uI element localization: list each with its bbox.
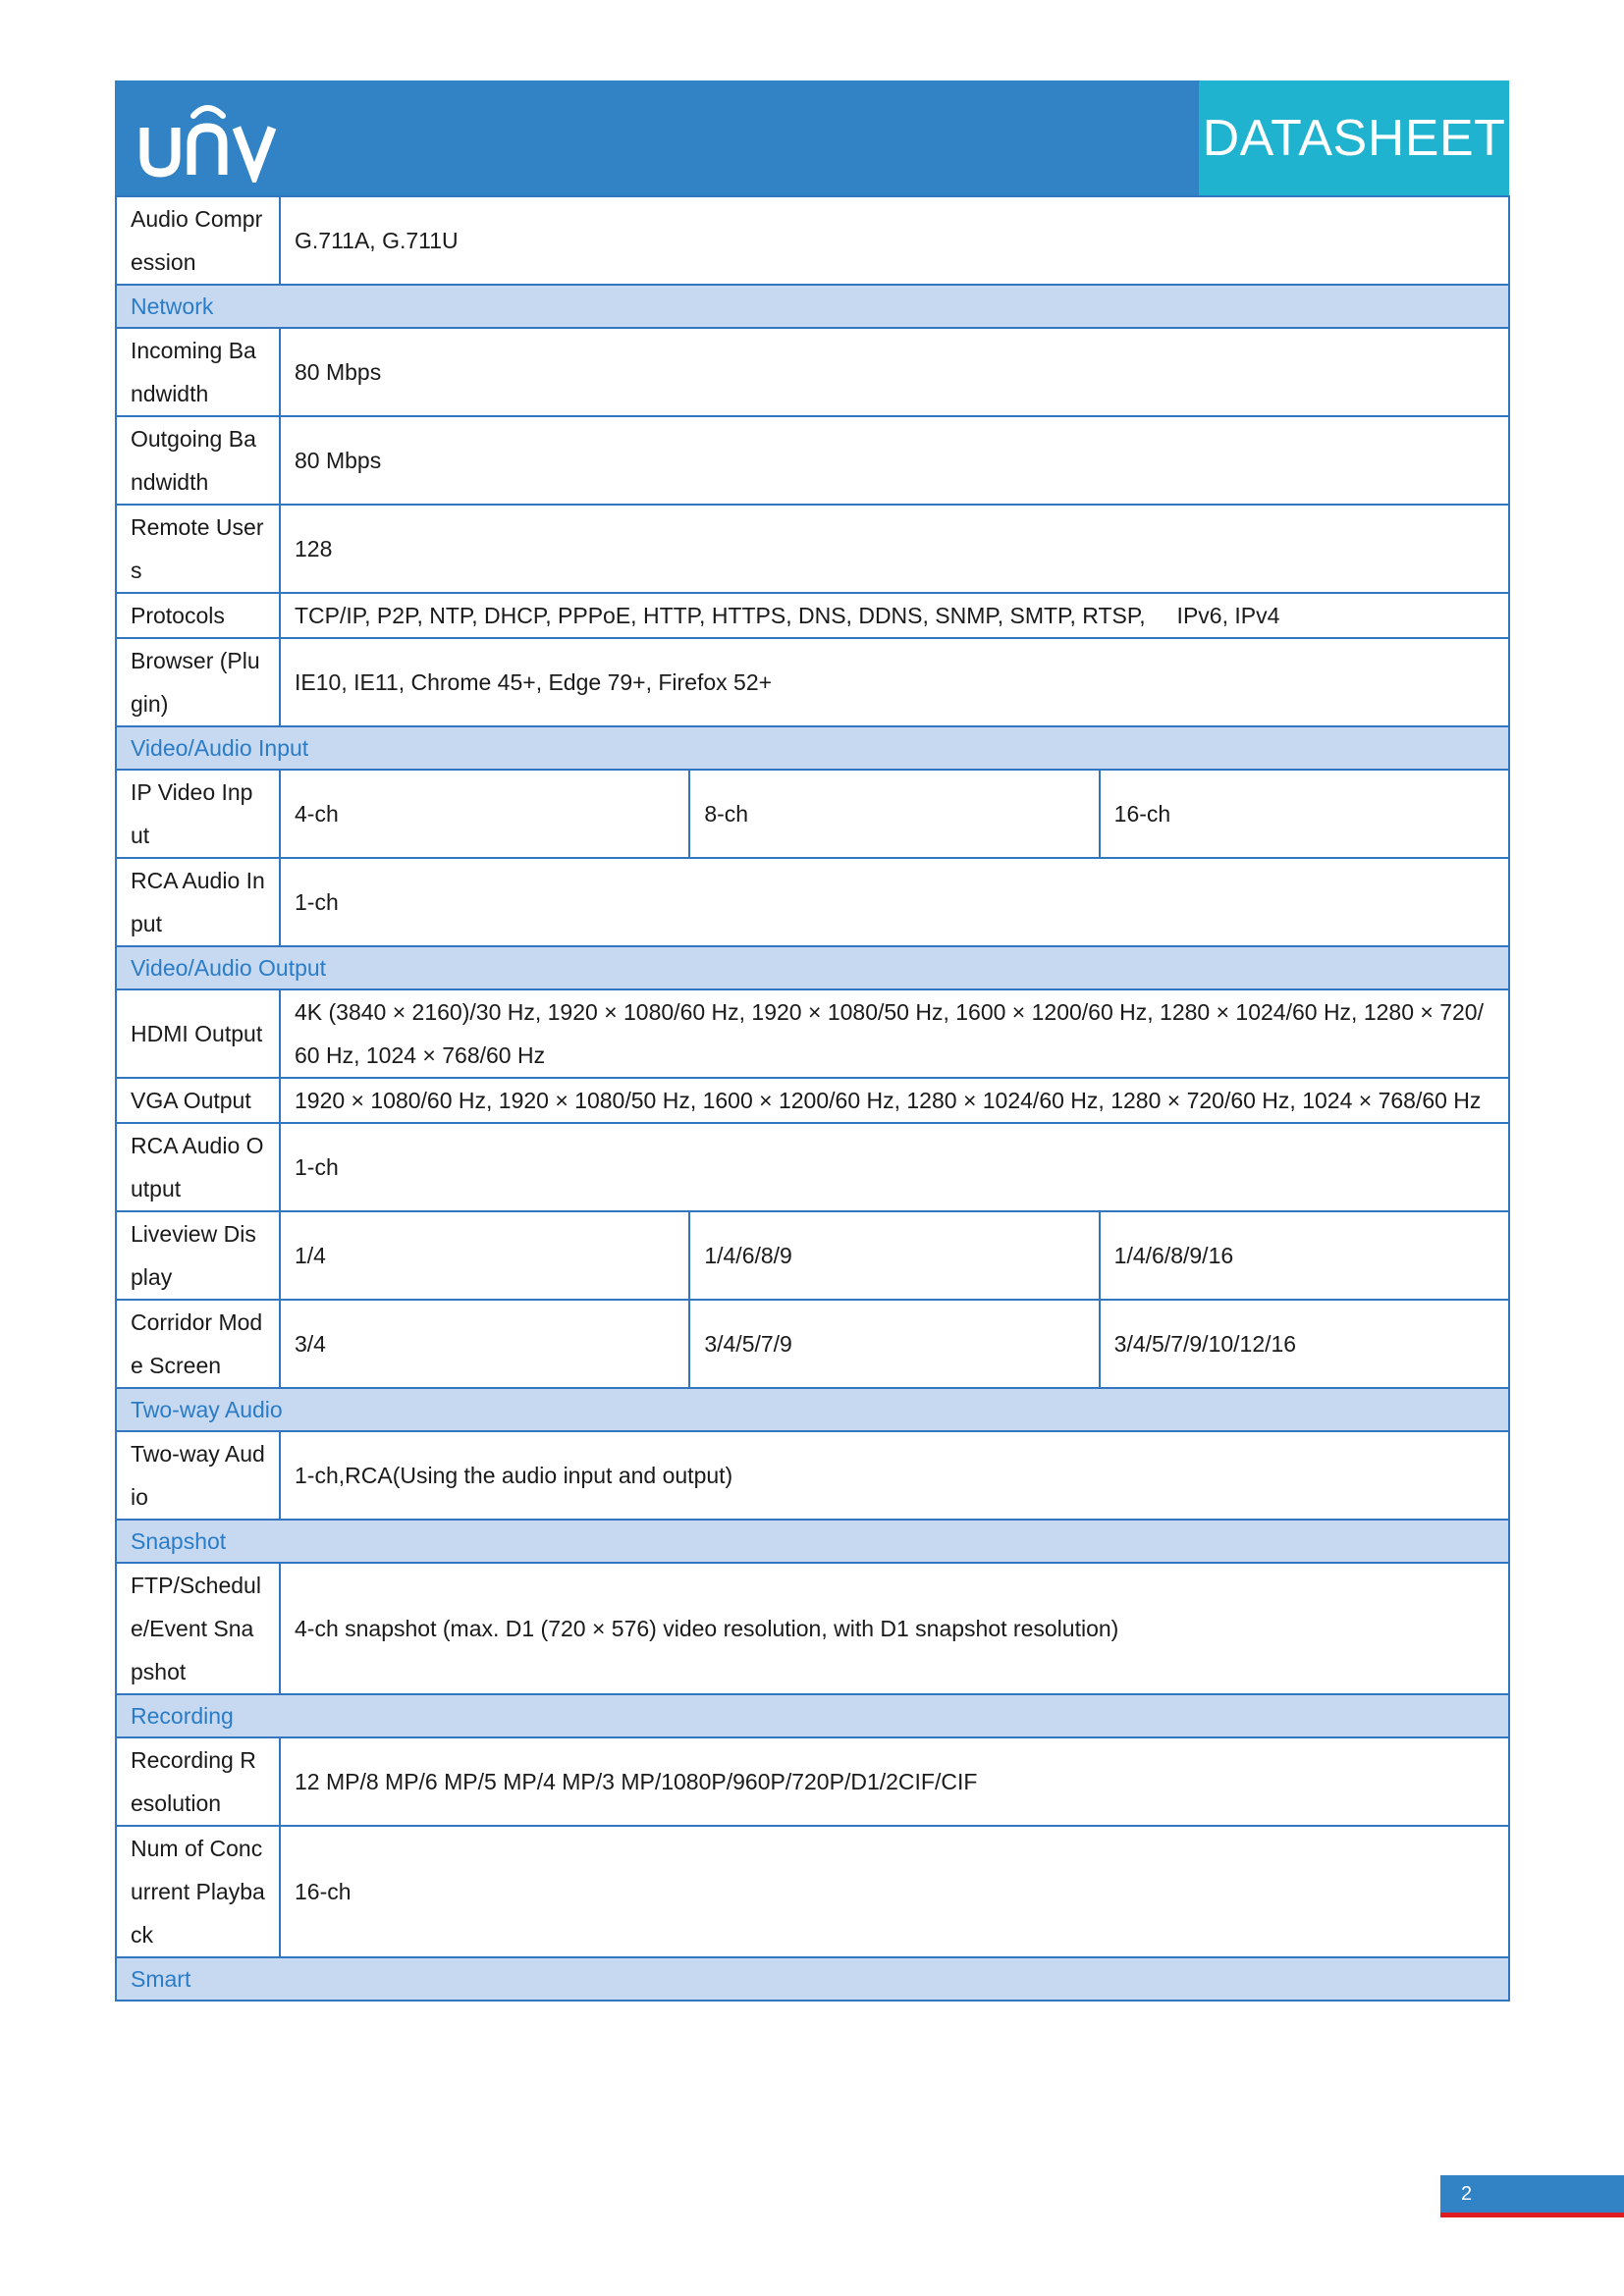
row-value-16ch: 1/4/6/8/9/16 <box>1100 1211 1509 1300</box>
row-value-4ch: 1/4 <box>280 1211 689 1300</box>
row-label: IP Video Input <box>116 770 280 858</box>
datasheet-label: DATASHEET <box>1199 80 1509 195</box>
row-label: Protocols <box>116 593 280 638</box>
row-value: 1-ch,RCA(Using the audio input and output) <box>280 1431 1509 1520</box>
table-row <box>116 1211 1509 1300</box>
row-value-8ch: 8-ch <box>689 770 1099 858</box>
row-label: Corridor Mode Screen <box>116 1300 280 1388</box>
table-row <box>116 196 1509 285</box>
row-label: Browser (Plugin) <box>116 638 280 726</box>
section-title: Video/Audio Output <box>116 946 1509 989</box>
section-header <box>116 285 1509 328</box>
row-value-8ch: 1/4/6/8/9 <box>689 1211 1099 1300</box>
row-label: Outgoing Bandwidth <box>116 416 280 505</box>
table-row <box>116 1563 1509 1694</box>
row-value: 4-ch snapshot (max. D1 (720 × 576) video resolution, with D1 snapshot resolution) <box>280 1563 1509 1694</box>
page-number: 2 <box>1440 2175 1624 2213</box>
table-row <box>116 638 1509 726</box>
section-title: Smart <box>116 1957 1509 2001</box>
header-banner <box>115 80 1509 195</box>
table-row <box>116 416 1509 505</box>
row-value: 1920 × 1080/60 Hz, 1920 × 1080/50 Hz, 1600 × 1200/60 Hz, 1280 × 1024/60 Hz, 1280 × 720/60 Hz, 1024 × 768/60 Hz <box>280 1078 1509 1123</box>
row-label: Two-way Audio <box>116 1431 280 1520</box>
section-header <box>116 726 1509 770</box>
table-row <box>116 858 1509 946</box>
row-label: Remote Users <box>116 505 280 593</box>
row-value: 80 Mbps <box>280 416 1509 505</box>
section-header <box>116 1694 1509 1737</box>
section-header <box>116 946 1509 989</box>
table-row <box>116 1826 1509 1957</box>
table-row <box>116 1431 1509 1520</box>
row-value: 1-ch <box>280 858 1509 946</box>
row-label: FTP/Schedule/Event Snapshot <box>116 1563 280 1694</box>
table-row <box>116 1300 1509 1388</box>
section-header <box>116 1957 1509 2001</box>
row-label: Num of Concurrent Playback <box>116 1826 280 1957</box>
row-label: Liveview Display <box>116 1211 280 1300</box>
section-header <box>116 1388 1509 1431</box>
row-value: TCP/IP, P2P, NTP, DHCP, PPPoE, HTTP, HTTPS, DNS, DDNS, SNMP, SMTP, RTSP, IPv6, IPv4 <box>280 593 1509 638</box>
table-row <box>116 989 1509 1078</box>
table-row <box>116 328 1509 416</box>
row-value-16ch: 3/4/5/7/9/10/12/16 <box>1100 1300 1509 1388</box>
section-header <box>116 1520 1509 1563</box>
row-label: Incoming Bandwidth <box>116 328 280 416</box>
table-row <box>116 770 1509 858</box>
spec-table <box>115 195 1510 2002</box>
section-title: Network <box>116 285 1509 328</box>
table-row <box>116 1123 1509 1211</box>
row-label: Recording Resolution <box>116 1737 280 1826</box>
row-value-4ch: 3/4 <box>280 1300 689 1388</box>
section-title: Recording <box>116 1694 1509 1737</box>
row-value-16ch: 16-ch <box>1100 770 1509 858</box>
section-title: Snapshot <box>116 1520 1509 1563</box>
table-row <box>116 505 1509 593</box>
table-row <box>116 1078 1509 1123</box>
row-value: 80 Mbps <box>280 328 1509 416</box>
section-title: Video/Audio Input <box>116 726 1509 770</box>
row-label: HDMI Output <box>116 989 280 1078</box>
unv-logo <box>136 94 284 183</box>
row-value: 12 MP/8 MP/6 MP/5 MP/4 MP/3 MP/1080P/960P/720P/D1/2CIF/CIF <box>280 1737 1509 1826</box>
row-label: Audio Compression <box>116 196 280 285</box>
row-value-4ch: 4-ch <box>280 770 689 858</box>
table-row <box>116 1737 1509 1826</box>
row-label: RCA Audio Output <box>116 1123 280 1211</box>
table-row <box>116 593 1509 638</box>
row-value: G.711A, G.711U <box>280 196 1509 285</box>
row-value: 4K (3840 × 2160)/30 Hz, 1920 × 1080/60 Hz, 1920 × 1080/50 Hz, 1600 × 1200/60 Hz, 1280 × 1024/60 Hz, 1280 × 720/60 Hz, 1024 × 768/60 Hz <box>280 989 1509 1078</box>
row-value: IE10, IE11, Chrome 45+, Edge 79+, Firefox 52+ <box>280 638 1509 726</box>
row-label: RCA Audio Input <box>116 858 280 946</box>
row-value: 16-ch <box>280 1826 1509 1957</box>
row-value-8ch: 3/4/5/7/9 <box>689 1300 1099 1388</box>
row-value: 128 <box>280 505 1509 593</box>
row-value: 1-ch <box>280 1123 1509 1211</box>
row-label: VGA Output <box>116 1078 280 1123</box>
footer-accent-line <box>1440 2213 1624 2217</box>
section-title: Two-way Audio <box>116 1388 1509 1431</box>
